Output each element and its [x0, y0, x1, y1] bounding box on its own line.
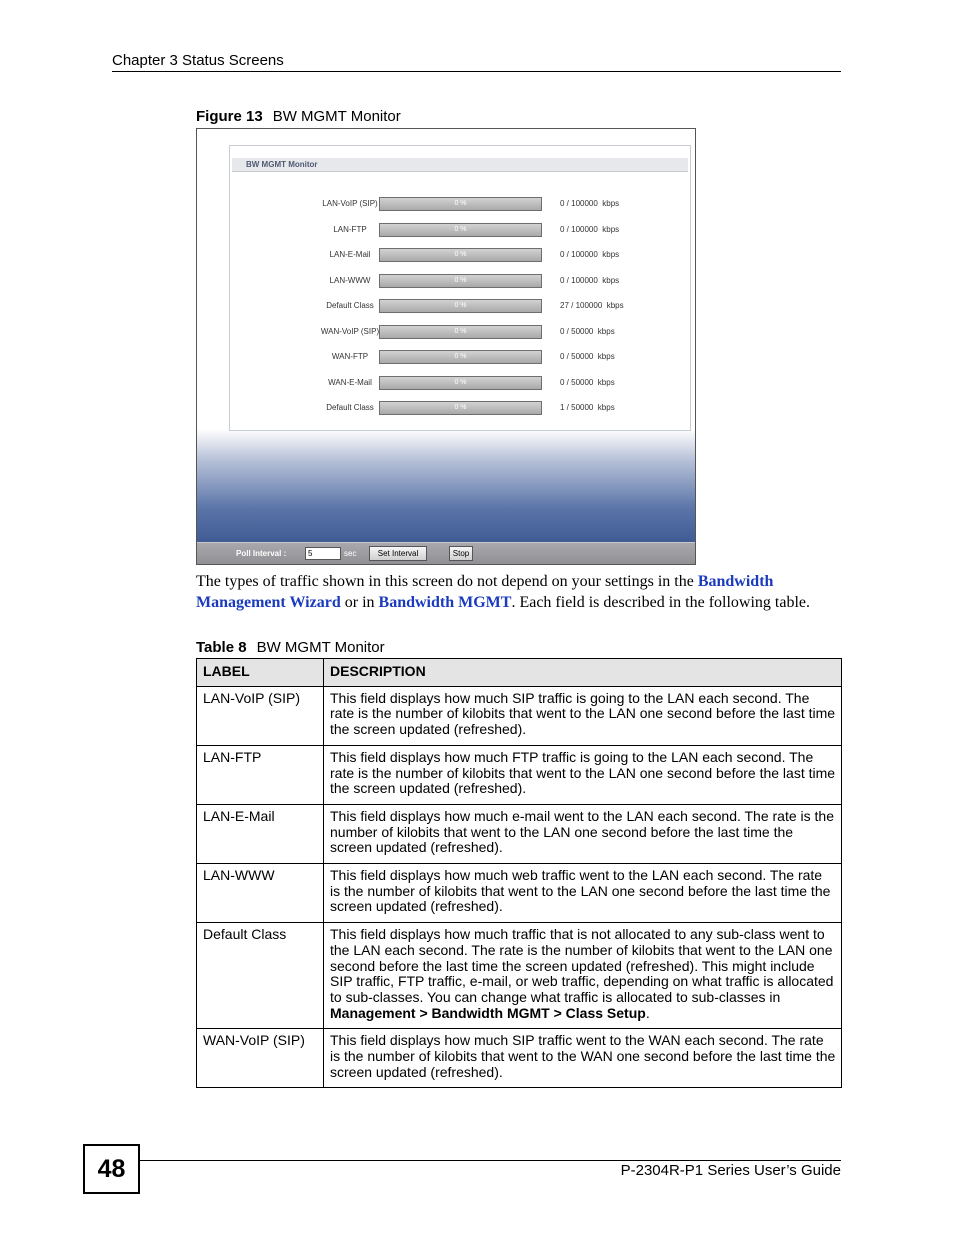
footer-rule — [140, 1160, 841, 1161]
table-title: BW MGMT Monitor — [256, 639, 385, 656]
row-description — [324, 923, 842, 1029]
row-description: This field displays how much SIP traffic went to the WAN each second. The rate is the number of kilobits that went to the WAN one second before the last time the screen updated (refreshed). — [324, 1029, 842, 1088]
monitor-row-label: Default Class — [326, 403, 374, 412]
para-text-3: . Each field is described in the following table. — [511, 593, 811, 611]
monitor-row-label: WAN-VoIP (SIP) — [320, 326, 380, 336]
row-label: LAN-VoIP (SIP) — [197, 686, 324, 745]
header-rule — [112, 71, 841, 72]
table-row — [197, 864, 842, 923]
usage-bar — [379, 223, 542, 237]
stop-button[interactable]: Stop — [449, 546, 473, 561]
row-label: LAN-E-Mail — [197, 804, 324, 863]
body-paragraph — [196, 572, 836, 613]
usage-bar — [379, 274, 542, 288]
monitor-row — [230, 196, 690, 212]
guide-title: P-2304R-P1 Series User’s Guide — [620, 1162, 841, 1179]
monitor-row-label: LAN-E-Mail — [329, 250, 371, 259]
row-description-end: . — [645, 1004, 650, 1021]
monitor-row — [230, 400, 690, 416]
para-text-2: or in — [340, 593, 379, 611]
poll-interval-label: Poll Interval : — [236, 549, 287, 558]
monitor-row-label: LAN-VoIP (SIP) — [322, 199, 378, 208]
row-label: LAN-FTP — [197, 745, 324, 804]
header-description: DESCRIPTION — [324, 659, 842, 687]
row-description: This field displays how much FTP traffic is going to the LAN each second. The rate is the number of kilobits that went to the LAN one second before the last time the screen updated (refreshed). — [324, 745, 842, 804]
monitor-row-label: LAN-FTP — [333, 224, 367, 234]
monitor-row-label: Default Class — [326, 301, 374, 310]
row-label: Default Class — [197, 923, 324, 1029]
usage-percent: 0 % — [454, 404, 467, 411]
usage-percent: 0 % — [454, 302, 467, 309]
row-description-text: This field displays how much traffic that is not allocated to any sub-class went to the LAN each second. The rate is the number of kilobits that went to the LAN one second before the last time the screen updated (refreshed). This might include SIP traffic, FTP traffic, e-mail, or web traffic, depending on what traffic is allocated to sub-classes. You can change what traffic is allocated to sub-classes in — [330, 926, 834, 1005]
usage-bar — [379, 401, 542, 415]
row-description: This field displays how much SIP traffic is going to the LAN each second. The rate is the number of kilobits that went to the LAN one second before the last time the screen updated (refreshed). — [324, 686, 842, 745]
row-description: This field displays how much e-mail went to the LAN each second. The rate is the number of kilobits that went to the LAN one second before the last time the screen updated (refreshed). — [324, 804, 842, 863]
row-description: This field displays how much web traffic went to the LAN each second. The rate is the number of kilobits that went to the LAN one second before the last time the screen updated (refreshed). — [324, 864, 842, 923]
para-text-1: The types of traffic shown in this screen do not depend on your settings in the — [196, 573, 698, 590]
usage-bar — [379, 197, 542, 211]
header-label: LABEL — [197, 659, 324, 687]
monitor-row-rate: 0 / 100000 kbps — [560, 250, 620, 259]
table-caption — [196, 639, 385, 656]
usage-percent: 0 % — [454, 378, 467, 386]
monitor-row — [230, 222, 690, 238]
figure-caption — [196, 108, 401, 125]
table-row — [197, 923, 842, 1029]
monitor-row — [230, 247, 690, 263]
usage-bar — [379, 350, 542, 364]
table-row — [197, 686, 842, 745]
table-label: Table 8 — [196, 639, 247, 656]
monitor-row — [230, 324, 690, 340]
table-row — [197, 745, 842, 804]
poll-unit: sec — [344, 549, 357, 558]
table-row — [197, 1029, 842, 1088]
monitor-row-rate: 0 / 50000 kbps — [560, 326, 615, 336]
set-interval-button[interactable]: Set Interval — [369, 546, 427, 561]
page-number: 48 — [83, 1144, 140, 1194]
usage-percent: 0 % — [454, 353, 467, 360]
figure-label: Figure 13 — [196, 108, 263, 125]
usage-bar — [379, 248, 542, 262]
monitor-row — [230, 273, 690, 289]
monitor-row — [230, 375, 690, 391]
table-header-row — [197, 659, 842, 687]
monitor-row-label: WAN-E-Mail — [328, 377, 372, 387]
row-label: LAN-WWW — [197, 864, 324, 923]
monitor-row-rate: 0 / 50000 kbps — [560, 377, 615, 387]
panel-title: BW MGMT Monitor — [232, 158, 688, 172]
bandwidth-mgmt-link[interactable]: Bandwidth MGMT — [378, 593, 512, 611]
usage-bar — [379, 299, 542, 313]
monitor-row — [230, 349, 690, 365]
usage-bar — [379, 325, 542, 339]
poll-bar — [197, 542, 695, 565]
usage-bar — [379, 376, 542, 390]
usage-percent: 0 % — [454, 276, 467, 284]
description-table — [196, 658, 842, 1088]
usage-percent: 0 % — [454, 200, 467, 207]
poll-interval-input[interactable] — [305, 547, 341, 560]
row-label: WAN-VoIP (SIP) — [197, 1029, 324, 1088]
monitor-row-label: WAN-FTP — [331, 352, 369, 361]
usage-percent: 0 % — [454, 327, 467, 335]
bw-mgmt-monitor-screenshot — [196, 128, 696, 565]
bandwidth-wizard-link[interactable]: Bandwidth Management Wizard — [196, 573, 774, 611]
monitor-row-rate: 0 / 100000 kbps — [560, 224, 620, 234]
usage-percent: 0 % — [454, 225, 467, 233]
table-row — [197, 804, 842, 863]
monitor-row — [230, 298, 690, 314]
monitor-row-rate: 0 / 100000 kbps — [560, 275, 620, 285]
chapter-header: Chapter 3 Status Screens — [112, 52, 284, 69]
usage-percent: 0 % — [454, 251, 467, 258]
monitor-row-rate: 0 / 100000 kbps — [560, 199, 620, 208]
monitor-row-label: LAN-WWW — [329, 275, 371, 285]
monitor-row-rate: 27 / 100000 kbps — [560, 301, 624, 310]
monitor-row-rate: 0 / 50000 kbps — [560, 352, 615, 361]
monitor-panel — [229, 145, 691, 431]
figure-title: BW MGMT Monitor — [272, 108, 401, 125]
monitor-row-rate: 1 / 50000 kbps — [560, 403, 615, 412]
menu-path: Management > Bandwidth MGMT > Class Setup — [330, 1004, 646, 1021]
